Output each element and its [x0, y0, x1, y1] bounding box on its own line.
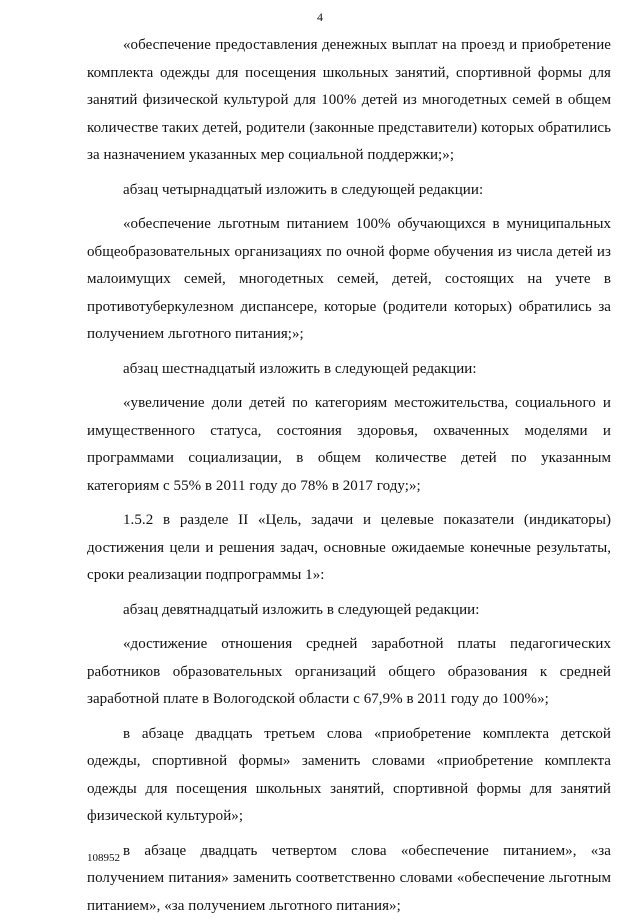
paragraph-subsidized-meals: «обеспечение льготным питанием 100% обучающихся в муниципальных общеобразовательных организациях по очной форме обучения из числа детей из малоимущих семей, многодетных семей, детей, состоящих на учете в противотуберкулезном диспансере, которые (родители которых) обратились за получением льготного питания;»; — [87, 211, 611, 349]
document-body — [87, 32, 611, 920]
paragraph-amend-nineteenth: абзац девятнадцатый изложить в следующей редакции: — [87, 597, 611, 625]
paragraph-section-ii: 1.5.2 в разделе II «Цель, задачи и целевые показатели (индикаторы) достижения цели и решения задач, основные ожидаемые конечные результаты, сроки реализации подпрограммы 1»: — [87, 507, 611, 590]
document-code: 108952 — [87, 852, 120, 865]
paragraph-socialization-share: «увеличение доли детей по категориям местожительства, социального и имущественного статуса, состояния здоровья, охваченных моделями и программами социализации, в общем количестве детей по указанным категориям с 55% в 2011 году до 78% в 2017 году;»; — [87, 390, 611, 500]
paragraph-twenty-fourth: в абзаце двадцать четвертом слова «обеспечение питанием», «за получением питания» заменить соответственно словами «обеспечение льготным питанием», «за получением льготного питания»; — [87, 838, 611, 920]
paragraph-amend-fourteenth: абзац четырнадцатый изложить в следующей редакции: — [87, 177, 611, 205]
paragraph-clothing-payments: «обеспечение предоставления денежных выплат на проезд и приобретение комплекта одежды для посещения школьных занятий, спортивной формы для занятий физической культурой для 100% детей из многодетных семей в общем количестве таких детей, родители (законные представители) которых обратились за назначением указанных мер социальной поддержки;»; — [87, 32, 611, 170]
paragraph-amend-sixteenth: абзац шестнадцатый изложить в следующей редакции: — [87, 356, 611, 384]
paragraph-teacher-salary: «достижение отношения средней заработной платы педагогических работников образовательных организаций общего образования к средней заработной плате в Вологодской области с 67,9% в 2011 году до 100%»; — [87, 631, 611, 714]
paragraph-twenty-third: в абзаце двадцать третьем слова «приобретение комплекта детской одежды, спортивной формы» заменить словами «приобретение комплекта одежды для посещения школьных занятий, спортивной формы для занятий физической культурой»; — [87, 721, 611, 831]
page-number: 4 — [0, 10, 640, 24]
